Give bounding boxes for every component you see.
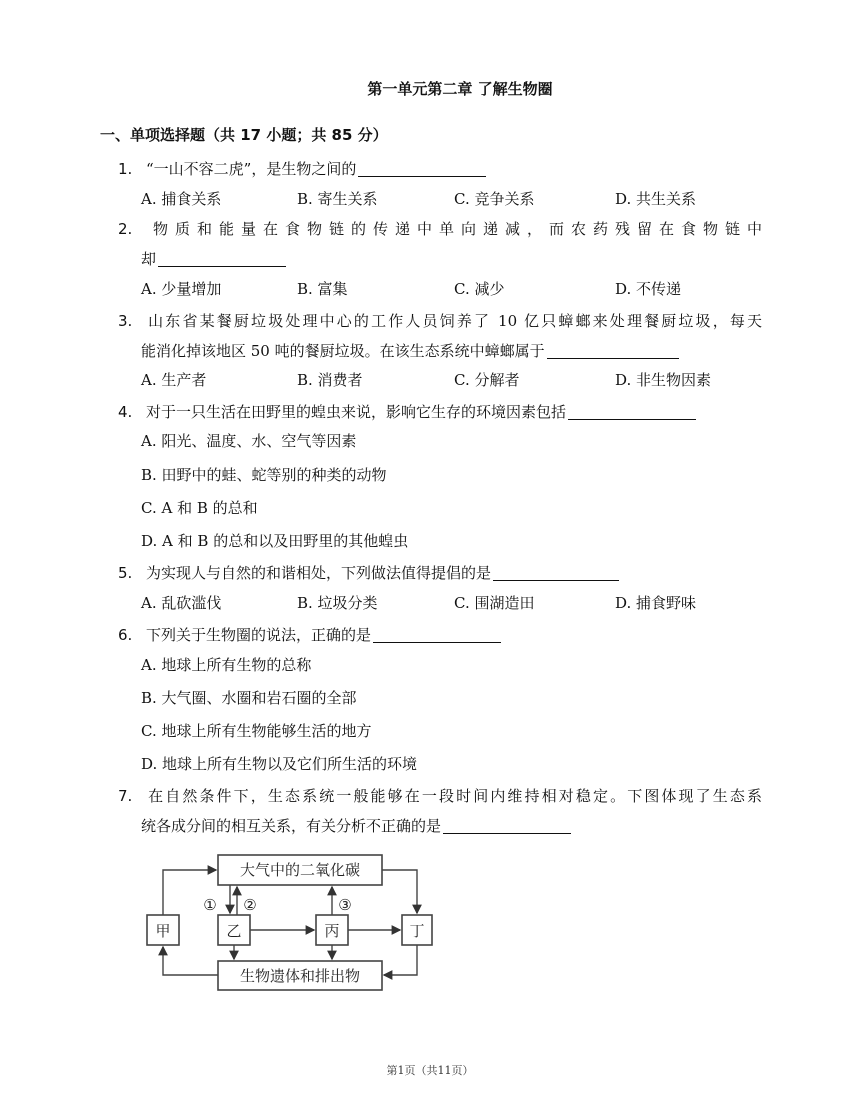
remains-excreta-label: 生物遗体和排出物 <box>239 967 361 985</box>
question-number: 6. <box>118 626 133 644</box>
marker-3: ③ <box>338 896 352 914</box>
option-b[interactable]: B. 消费者 <box>297 371 363 389</box>
question-text-line-2: 能消化掉该地区 50 吨的餐厨垃圾。在该生态系统中蟑螂属于 <box>141 342 545 360</box>
section-heading: 一、单项选择题（共 17 小题；共 85 分） <box>100 126 388 144</box>
option-d[interactable]: D. 共生关系 <box>615 190 697 208</box>
question-text-line-1: 山东省某餐厨垃圾处理中心的工作人员饲养了 10 亿只蟑螂来处理餐厨垃圾，每天 <box>146 312 762 330</box>
option-d[interactable]: D. 捕食野味 <box>615 594 697 612</box>
option-a[interactable]: A. 阳光、温度、水、空气等因素 <box>141 432 357 450</box>
ecosystem-diagram <box>140 852 440 997</box>
question-number: 3. <box>118 312 133 330</box>
option-b[interactable]: B. 垃圾分类 <box>297 594 378 612</box>
page-title: 第一单元第二章 了解生物圈 <box>367 80 553 98</box>
answer-blank[interactable] <box>547 340 679 359</box>
option-d[interactable]: D. 地球上所有生物以及它们所生活的环境 <box>141 755 418 773</box>
answer-blank[interactable] <box>443 815 571 834</box>
question-text: “一山不容二虎”，是生物之间的 <box>146 160 357 178</box>
question-number: 1. <box>118 160 133 178</box>
option-d[interactable]: D. 非生物因素 <box>615 371 712 389</box>
option-c[interactable]: C. A 和 B 的总和 <box>141 499 258 517</box>
question-5 <box>118 558 762 588</box>
question-text: 对于一只生活在田野里的蝗虫来说，影响它生存的环境因素包括 <box>146 403 567 421</box>
option-a[interactable]: A. 地球上所有生物的总称 <box>141 656 312 674</box>
option-a[interactable]: A. 乱砍滥伐 <box>141 594 222 612</box>
question-text-line-1: 物质和能量在食物链的传递中单向递减，而农药残留在食物链中 <box>146 220 762 238</box>
question-3 <box>118 306 762 366</box>
option-b[interactable]: B. 寄生关系 <box>297 190 378 208</box>
question-number: 4. <box>118 403 133 421</box>
option-a[interactable]: A. 少量增加 <box>141 280 222 298</box>
question-text: 下列关于生物圈的说法，正确的是 <box>146 626 372 644</box>
question-4 <box>118 397 762 427</box>
answer-blank[interactable] <box>358 158 486 177</box>
node-yi-label: 乙 <box>226 922 242 940</box>
question-number: 5. <box>118 564 133 582</box>
option-c[interactable]: C. 地球上所有生物能够生活的地方 <box>141 722 372 740</box>
marker-1: ① <box>203 896 217 914</box>
option-c[interactable]: C. 减少 <box>454 280 505 298</box>
question-7 <box>118 781 762 841</box>
option-b[interactable]: B. 富集 <box>297 280 348 298</box>
question-text-line-2: 却 <box>141 250 157 268</box>
answer-blank[interactable] <box>493 562 619 581</box>
answer-blank[interactable] <box>568 401 696 420</box>
option-b[interactable]: B. 田野中的蛙、蛇等别的种类的动物 <box>141 466 387 484</box>
option-c[interactable]: C. 围湖造田 <box>454 594 535 612</box>
question-number: 2. <box>118 220 133 238</box>
page-footer: 第1页（共11页） <box>386 1064 474 1077</box>
answer-blank[interactable] <box>373 624 501 643</box>
question-1 <box>118 154 762 184</box>
option-c[interactable]: C. 分解者 <box>454 371 520 389</box>
node-ding-label: 丁 <box>409 922 425 940</box>
node-jia-label: 甲 <box>155 922 171 940</box>
question-text-line-1: 在自然条件下，生态系统一般能够在一段时间内维持相对稳定。下图体现了生态系 <box>146 787 762 805</box>
marker-2: ② <box>243 896 257 914</box>
option-d[interactable]: D. 不传递 <box>615 280 682 298</box>
node-bing-label: 丙 <box>324 922 340 940</box>
question-2 <box>118 214 762 274</box>
option-d[interactable]: D. A 和 B 的总和以及田野里的其他蝗虫 <box>141 532 409 550</box>
question-6 <box>118 620 762 650</box>
question-text: 为实现人与自然的和谐相处，下列做法值得提倡的是 <box>146 564 492 582</box>
option-a[interactable]: A. 生产者 <box>141 371 207 389</box>
option-b[interactable]: B. 大气圈、水圈和岩石圈的全部 <box>141 689 357 707</box>
question-number: 7. <box>118 787 133 805</box>
option-a[interactable]: A. 捕食关系 <box>141 190 222 208</box>
answer-blank[interactable] <box>158 248 286 267</box>
atmosphere-co2-label: 大气中的二氧化碳 <box>239 861 361 879</box>
question-text-line-2: 统各成分间的相互关系，有关分析不正确的是 <box>141 817 442 835</box>
option-c[interactable]: C. 竞争关系 <box>454 190 535 208</box>
